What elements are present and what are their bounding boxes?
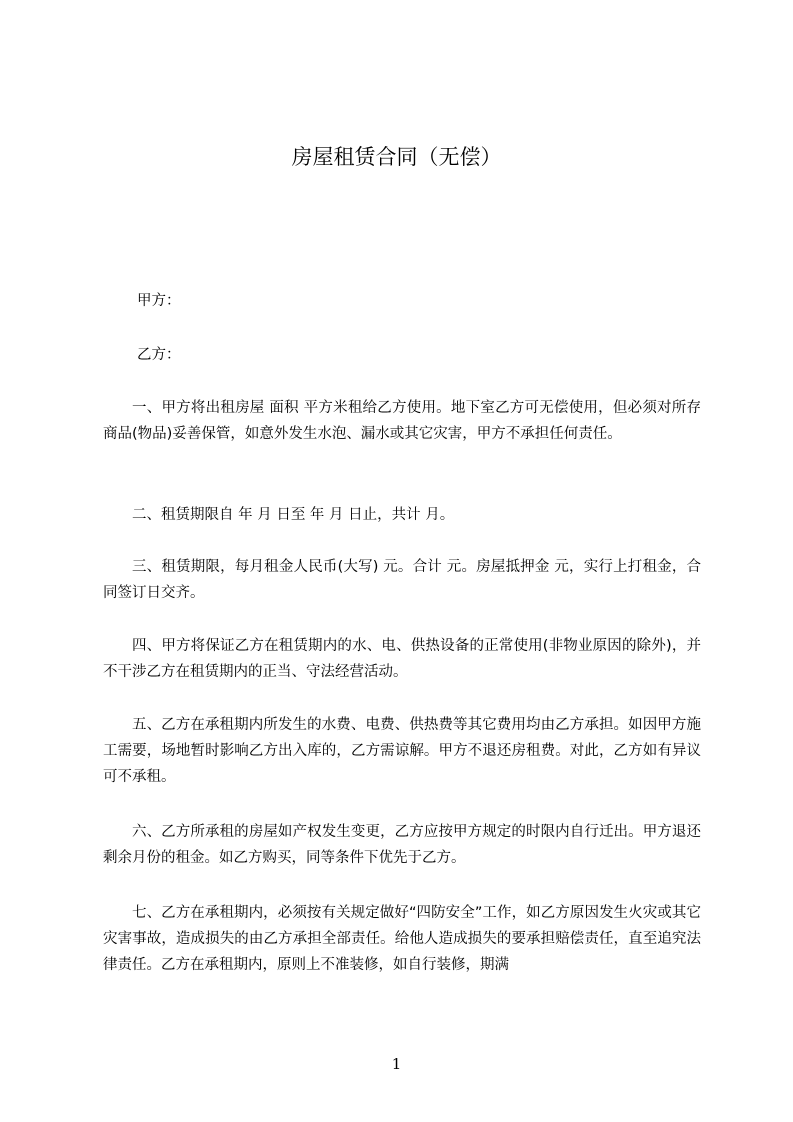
- party-b-label: 乙方：: [137, 347, 181, 363]
- clause-6: 六、乙方所承租的房屋如产权发生变更，乙方应按甲方规定的时限内自行迁出。甲方退还剩余月份的租金。如乙方购买，同等条件下优先于乙方。: [103, 824, 701, 866]
- document-title: 房屋租赁合同（无偿）: [291, 145, 502, 169]
- clause-1: 一、甲方将出租房屋 面积 平方米租给乙方使用。地下室乙方可无偿使用，但必须对所存商品(物品)妥善保管，如意外发生水泡、漏水或其它灾害，甲方不承担任何责任。: [103, 400, 701, 442]
- clause-7: 七、乙方在承租期内，必须按有关规定做好“四防安全”工作，如乙方原因发生火灾或其它灾害事故，造成损失的由乙方承担全部责任。给他人造成损失的要承担赔偿责任，直至追究法律责任。乙方在承租期内，原则上不准装修，如自行装修，期满: [103, 905, 701, 973]
- clause-3: 三、租赁期限，每月租金人民币(大写) 元。合计 元。房屋抵押金 元，实行上打租金，合同签订日交齐。: [103, 559, 701, 601]
- clause-4: 四、甲方将保证乙方在租赁期内的水、电、供热设备的正常使用(非物业原因的除外)，并不干涉乙方在租赁期内的正当、守法经营活动。: [103, 638, 701, 680]
- clause-5: 五、乙方在承租期内所发生的水费、电费、供热费等其它费用均由乙方承担。如因甲方施工需要，场地暂时影响乙方出入库的，乙方需谅解。甲方不退还房租费。对此，乙方如有异议可不承租。: [103, 717, 701, 785]
- party-a-label: 甲方：: [137, 293, 181, 309]
- page-number: 1: [391, 1055, 402, 1073]
- clause-2: 二、租赁期限自 年 月 日至 年 月 日止，共计 月。: [132, 507, 455, 523]
